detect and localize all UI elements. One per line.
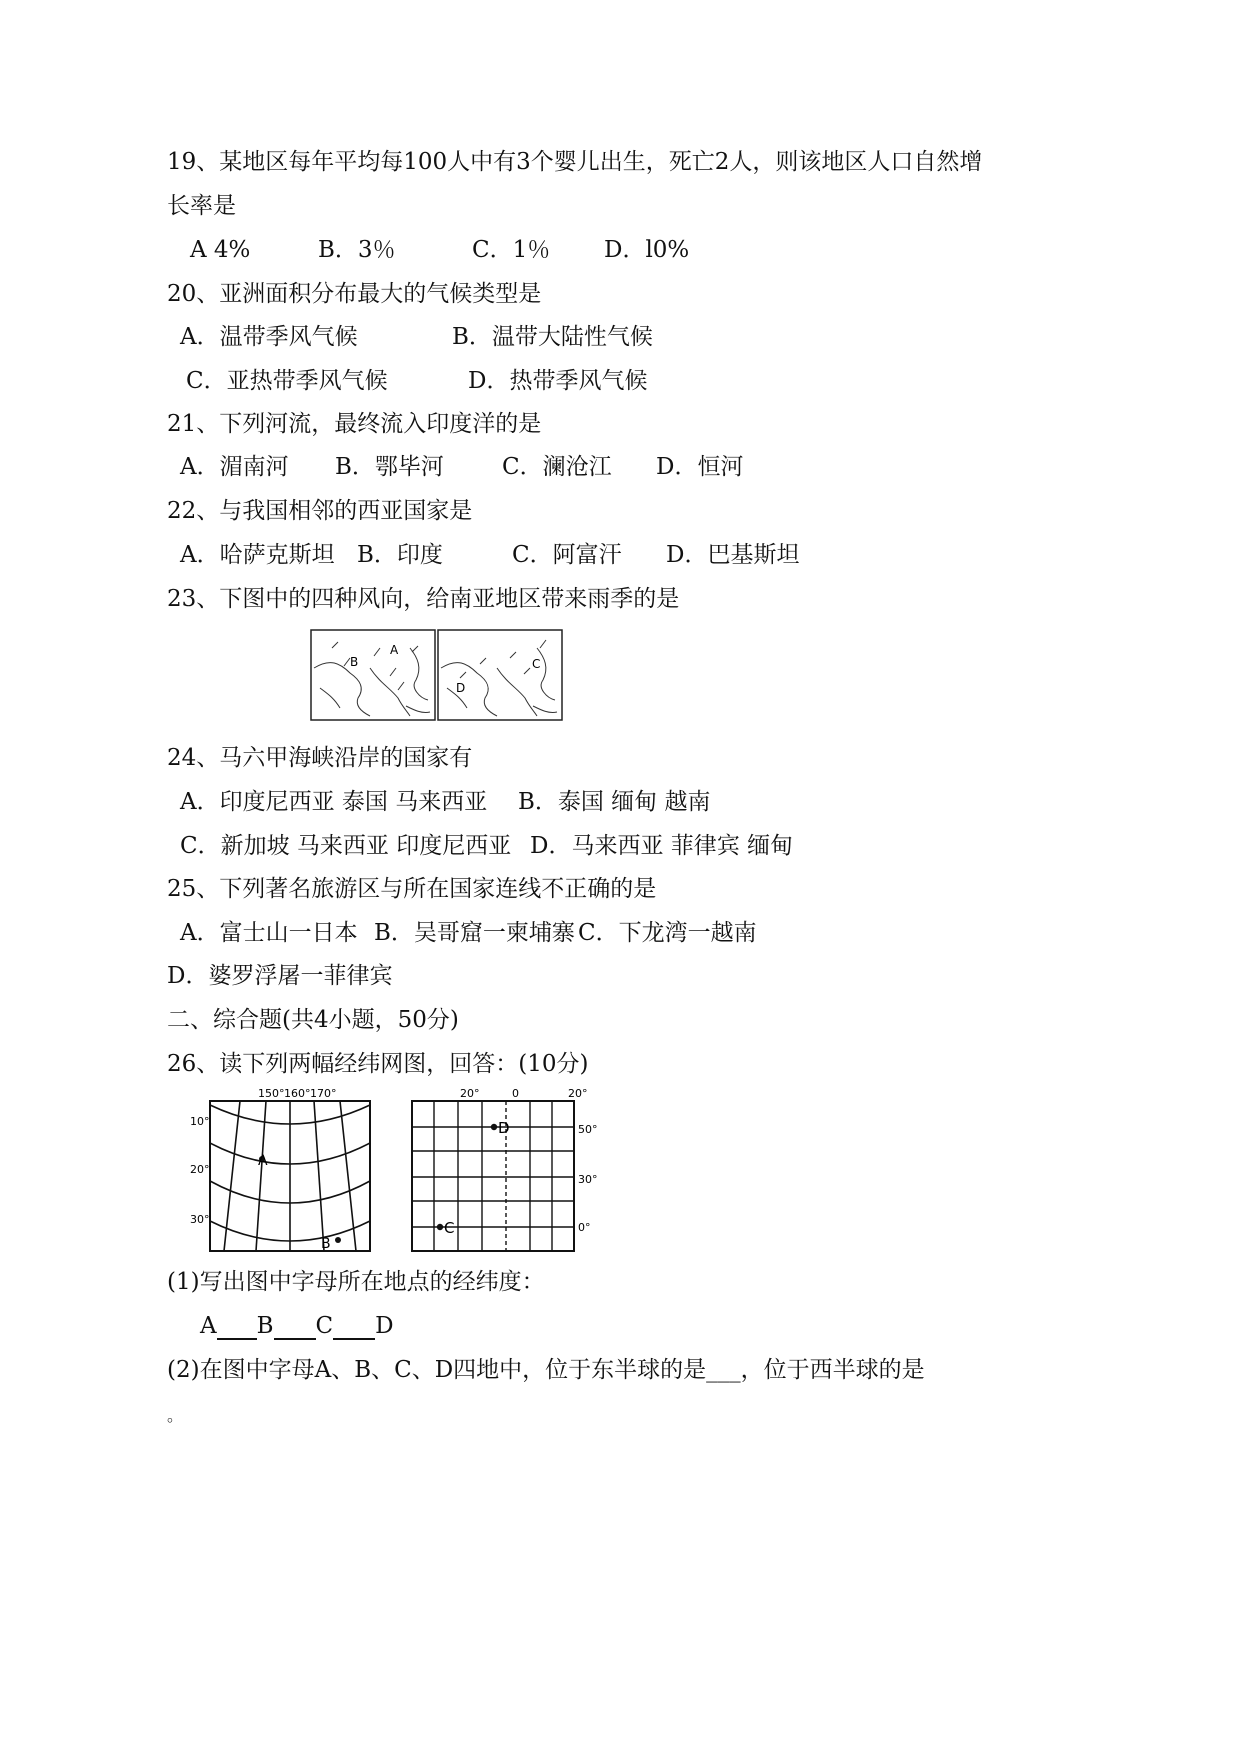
q22-option-a: A．哈萨克斯坦 [180,542,335,568]
blank-label-a: A [200,1313,217,1339]
q19-stem-line1: 19、某地区每年平均每100人中有3个婴儿出生，死亡2人，则该地区人口自然增 [167,149,983,175]
q19-option-a: A 4% [190,237,251,263]
q19-option-b: B．3％ [318,237,396,263]
blank-label-b: B [256,1313,274,1339]
point-b-label: B [321,1236,331,1252]
left-grid-left-label-3: 30° [190,1213,210,1226]
q25-stem: 25、下列著名旅游区与所在国家连线不正确的是 [167,876,657,902]
q26-blanks-row [200,1312,394,1340]
monsoon-wind-maps [310,628,564,724]
right-grid-top-label-1: 20° [460,1087,480,1100]
q25-option-b: B．吴哥窟一柬埔寨 [374,920,575,946]
q19-option-c: C．1％ [472,237,551,263]
left-grid-left-label-1: 10° [190,1115,210,1128]
right-grid-top-label-3: 20° [568,1087,588,1100]
q21-option-a: A．湄南河 [180,454,289,480]
map-label-c: C [532,657,541,671]
right-grid-right-label-3: 0° [578,1221,591,1234]
q22-option-d: D．巴基斯坦 [666,542,800,568]
q22-option-c: C．阿富汗 [512,542,622,568]
q20-option-d: D．热带季风气候 [468,368,648,394]
left-grid-top-label-1: 150° [258,1087,285,1100]
q23-stem: 23、下图中的四种风向，给南亚地区带来雨季的是 [167,586,680,612]
q20-option-b: B．温带大陆性气候 [452,324,653,350]
blank-label-c: C [315,1313,334,1339]
q24-option-d: D．马来西亚 菲律宾 缅甸 [530,833,794,859]
q20-stem: 20、亚洲面积分布最大的气候类型是 [167,281,542,307]
map-label-b: B [350,655,359,669]
q24-stem: 24、马六甲海峡沿岸的国家有 [167,745,473,771]
right-grid-right-label-1: 50° [578,1123,598,1136]
blank-label-d: D [375,1313,394,1339]
answer-blank-c[interactable] [333,1316,375,1340]
q21-option-c: C．澜沧江 [502,454,612,480]
answer-blank-b[interactable] [274,1316,316,1340]
q22-option-b: B．印度 [357,542,443,568]
lat-lon-grid-right [408,1085,608,1255]
q26-end-mark: 。 [167,1406,184,1425]
q26-sub1: (1)写出图中字母所在地点的经纬度： [167,1269,545,1295]
point-a-label: A [258,1153,268,1169]
right-grid-top-label-2: 0 [512,1087,519,1100]
q24-option-c: C．新加坡 马来西亚 印度尼西亚 [180,833,512,859]
map-label-a: A [390,643,399,657]
q20-option-c: C．亚热带季风气候 [186,368,388,394]
q25-option-d: D．婆罗浮屠一菲律宾 [167,963,393,989]
q25-option-a: A．富士山一日本 [180,920,358,946]
q24-option-b: B．泰国 缅甸 越南 [518,789,711,815]
map-label-d: D [456,681,466,695]
answer-blank-a[interactable] [217,1316,257,1340]
q20-option-a: A．温带季风气候 [180,324,358,350]
point-d-label: D [498,1119,510,1137]
q26-stem: 26、读下列两幅经纬网图，回答：(10分) [167,1051,589,1077]
q25-option-c: C．下龙湾一越南 [578,920,757,946]
lat-lon-grid-left [188,1085,378,1255]
q21-stem: 21、下列河流，最终流入印度洋的是 [167,411,542,437]
left-grid-top-label-2: 160° [284,1087,311,1100]
section-heading: 二、综合题(共4小题，50分) [167,1007,459,1033]
q21-option-d: D．恒河 [656,454,744,480]
q22-stem: 22、与我国相邻的西亚国家是 [167,498,473,524]
q19-stem-line2: 长率是 [167,193,236,219]
q19-option-d: D．l0% [604,237,690,263]
q26-sub2: (2)在图中字母A、B、C、D四地中，位于东半球的是___，位于西半球的是 [167,1357,925,1383]
left-grid-left-label-2: 20° [190,1163,210,1176]
point-c-label: C [444,1219,455,1237]
q24-option-a: A．印度尼西亚 泰国 马来西亚 [180,789,488,815]
q21-option-b: B．鄂毕河 [335,454,444,480]
left-grid-top-label-3: 170° [310,1087,337,1100]
right-grid-right-label-2: 30° [578,1173,598,1186]
